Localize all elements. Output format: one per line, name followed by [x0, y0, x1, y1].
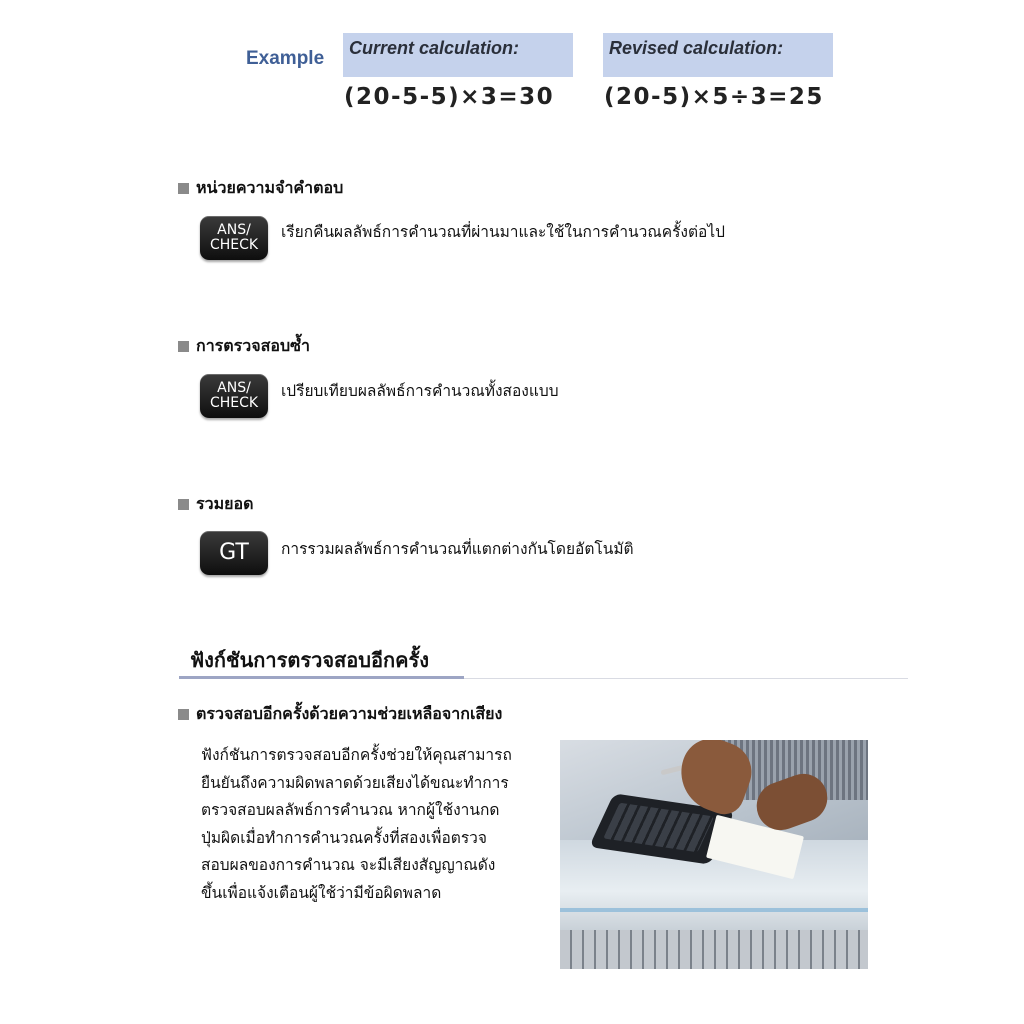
ans-check-key: [200, 216, 268, 260]
section-title: รวมยอด: [196, 494, 254, 513]
key-label-line: CHECK: [209, 237, 259, 253]
section-title: การตรวจสอบซ้ำ: [196, 336, 310, 355]
title-underline: [179, 676, 464, 679]
divider-line: [464, 678, 908, 679]
revised-calculation-expression: (20-5)×5÷3=25: [604, 84, 824, 110]
recheck-paragraph: [201, 742, 541, 907]
revised-calculation-header: Revised calculation:: [603, 33, 833, 77]
key-label-line: CHECK: [209, 395, 259, 411]
bullet-square-icon: [178, 341, 189, 352]
section-heading-recheck: [178, 334, 310, 359]
recheck-description: เปรียบเทียบผลลัพธ์การคำนวณทั้งสองแบบ: [281, 382, 559, 400]
calculator-photo: [560, 740, 868, 969]
ans-check-key: [200, 374, 268, 418]
paragraph-line: ตรวจสอบผลลัพธ์การคำนวณ หากผู้ใช้งานกด: [201, 801, 500, 819]
bullet-square-icon: [178, 709, 189, 720]
gt-key: [200, 531, 268, 575]
bullet-square-icon: [178, 183, 189, 194]
key-label-line: ANS/: [217, 380, 251, 396]
section-heading-grand-total: [178, 492, 254, 517]
example-label: Example: [246, 48, 325, 69]
photo-glass-edge: [560, 908, 868, 912]
section-title: ตรวจสอบอีกครั้งด้วยความช่วยเหลือจากเสียง: [196, 704, 503, 723]
paragraph-line: ฟังก์ชันการตรวจสอบอีกครั้งช่วยให้คุณสามารถ: [201, 746, 512, 764]
bullet-square-icon: [178, 499, 189, 510]
key-label-line: GT: [219, 540, 249, 565]
grand-total-description: การรวมผลลัพธ์การคำนวณที่แตกต่างกันโดยอัตโนมัติ: [281, 540, 634, 558]
current-calculation-header: Current calculation:: [343, 33, 573, 77]
section-heading-answer-memory: [178, 176, 343, 201]
key-label-line: ANS/: [217, 222, 251, 238]
recheck-function-title: ฟังก์ชันการตรวจสอบอีกครั้ง: [190, 648, 429, 672]
photo-keyboard: [560, 930, 868, 969]
paragraph-line: ขึ้นเพื่อแจ้งเตือนผู้ใช้ว่ามีข้อผิดพลาด: [201, 883, 442, 902]
answer-memory-description: เรียกคืนผลลัพธ์การคำนวณที่ผ่านมาและใช้ในการคำนวณครั้งต่อไป: [281, 223, 725, 241]
paragraph-line: สอบผลของการคำนวณ จะมีเสียงสัญญาณดัง: [201, 856, 496, 874]
paragraph-line: ยืนยันถึงความผิดพลาดด้วยเสียงได้ขณะทำการ: [201, 773, 509, 792]
photo-calculator-keys: [603, 803, 714, 853]
section-heading-voice-recheck: [178, 702, 502, 727]
paragraph-line: ปุ่มผิดเมื่อทำการคำนวณครั้งที่สองเพื่อตรวจ: [201, 828, 487, 847]
section-title: หน่วยความจำคำตอบ: [196, 178, 344, 197]
current-calculation-expression: (20-5-5)×3=30: [344, 84, 555, 110]
